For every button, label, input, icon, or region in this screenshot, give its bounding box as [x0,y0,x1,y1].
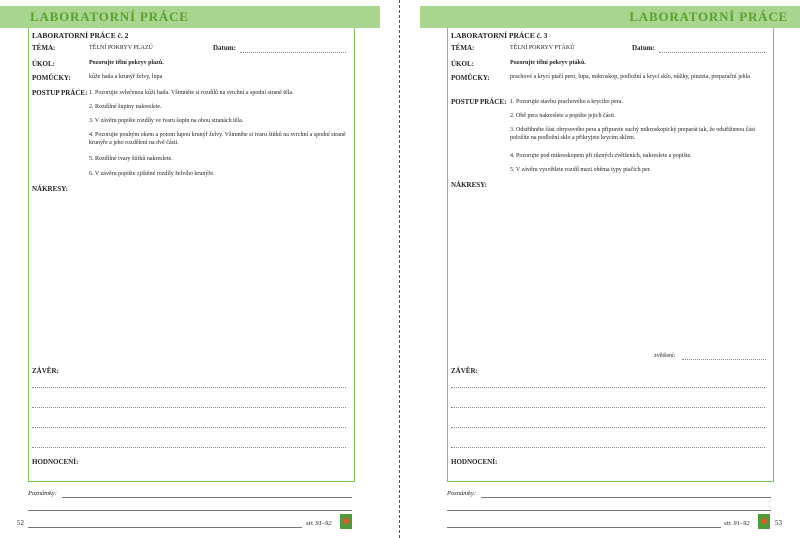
left-tema-label: TÉMA: [32,44,56,52]
right-zvetseni-label: zvětšení: [654,353,676,359]
left-notes-line-2[interactable] [28,510,352,511]
left-notes-line-1[interactable] [62,497,352,498]
right-notes-line-1[interactable] [481,497,771,498]
right-poznamky-label: Poznámky: [447,490,476,497]
left-postup-label: POSTUP PRÁCE: [32,89,88,97]
right-datum-label: Datum: [632,44,655,52]
left-step-1: 1. Pozorujte svlečenou kůži hada. Všimněte si rozdílů na svrchní a spodní straně těla. [89,90,294,96]
left-zaver-line-3[interactable] [32,427,346,428]
left-step-4: 4. Pozorujte pouhým okem a potom lupou krunýř želvy. Všimněte si tvaru štítků na svrchní a spodní straně krunýře a jeho rozdělení na dvě části. [89,132,346,146]
right-notes-line-2[interactable] [447,510,771,511]
book-spine [399,0,400,538]
right-zaver-label: ZÁVĚR: [451,367,478,375]
right-step-1: 1. Pozorujte stavbu prachového a krycího pera. [510,99,623,105]
right-pomucky-value: prachové a krycí ptačí pero, lupa, mikroskop, podložní a krycí sklo, nůžky, pinzeta, preparační jehla [510,74,750,80]
left-datum-label: Datum: [213,44,236,52]
left-flower-sticker-icon [340,514,352,529]
right-step-5: 5. V závěru vysvětlete rozdíl mezi oběma typy ptačích per. [510,167,651,173]
left-datum-field[interactable] [240,52,346,53]
right-zaver-line-3[interactable] [451,427,765,428]
left-nakresy-label: NÁKRESY: [32,185,68,193]
right-lab-title: LABORATORNÍ PRÁCE č. 3 [451,31,548,40]
left-page [0,0,386,538]
right-hodnoceni-label: HODNOCENÍ: [451,458,498,466]
right-zaver-line-1[interactable] [451,387,765,388]
right-step-4: 4. Pozorujte pod mikroskopem při různých zvětšeních, nakreslete a popište. [510,153,692,159]
left-notes-line-3[interactable] [28,527,302,528]
right-page-number: 53 [775,519,782,527]
right-drawing-area[interactable] [451,192,767,350]
left-step-6: 6. V závěru popište zjištěné rozdíly želvího krunýře. [89,171,215,177]
left-zaver-line-4[interactable] [32,447,346,448]
right-header-title: LABORATORNÍ PRÁCE [629,9,788,24]
right-header-bar [420,6,800,28]
right-postup-label: POSTUP PRÁCE: [451,98,507,106]
right-tema-label: TÉMA: [451,44,475,52]
left-hodnoceni-label: HODNOCENÍ: [32,458,79,466]
right-flower-sticker-icon [758,514,770,529]
right-notes-line-3[interactable] [447,527,721,528]
left-step-3: 3. V závěru popište rozdíly ve tvaru šupin na obou stranách těla. [89,118,244,124]
left-poznamky-label: Poznámky: [28,490,57,497]
right-tema-value: TĚLNÍ POKRYV PTÁKŮ [510,45,575,51]
left-zaver-line-2[interactable] [32,407,346,408]
left-step-2: 2. Rozdílné šupiny nakreslete. [89,104,162,110]
right-nakresy-label: NÁKRESY: [451,181,487,189]
right-zvetseni-field[interactable] [682,359,766,360]
left-lab-title: LABORATORNÍ PRÁCE č. 2 [32,31,129,40]
left-header-title: LABORATORNÍ PRÁCE [30,9,189,24]
left-zaver-line-1[interactable] [32,387,346,388]
right-ukol-label: ÚKOL: [451,60,474,68]
left-drawing-area[interactable] [32,196,348,364]
left-header-bar [0,6,380,28]
left-ukol-label: ÚKOL: [32,60,55,68]
left-pomucky-value: kůže hada a krunýř želvy, lupa [89,74,163,80]
left-tema-value: TĚLNÍ POKRYV PLAZŮ [89,45,153,51]
right-zaver-line-4[interactable] [451,447,765,448]
left-page-ref: str. 91–92 [306,520,332,527]
right-zaver-line-2[interactable] [451,407,765,408]
right-datum-field[interactable] [659,52,765,53]
right-pomucky-label: POMŮCKY: [451,74,490,82]
right-page-ref: str. 91–92 [724,520,750,527]
left-step-5: 5. Rozdílné tvary štítků nakreslete. [89,156,173,162]
right-page [414,0,800,538]
right-step-3: 3. Odstřihněte část obrysového pera a připravte suchý mikroskopický preparát tak, že odstřiženou část položíte na podložní sklo a přikryjete krycím sklem. [510,127,756,141]
left-ukol-value: Pozorujte tělní pokryv plazů. [89,60,164,66]
left-page-number: 52 [17,519,24,527]
left-zaver-label: ZÁVĚR: [32,367,59,375]
right-ukol-value: Pozorujte tělní pokryv ptáků. [510,60,586,66]
right-step-2: 2. Obě pera nakreslete a popište jejich části. [510,113,616,119]
left-pomucky-label: POMŮCKY: [32,74,71,82]
